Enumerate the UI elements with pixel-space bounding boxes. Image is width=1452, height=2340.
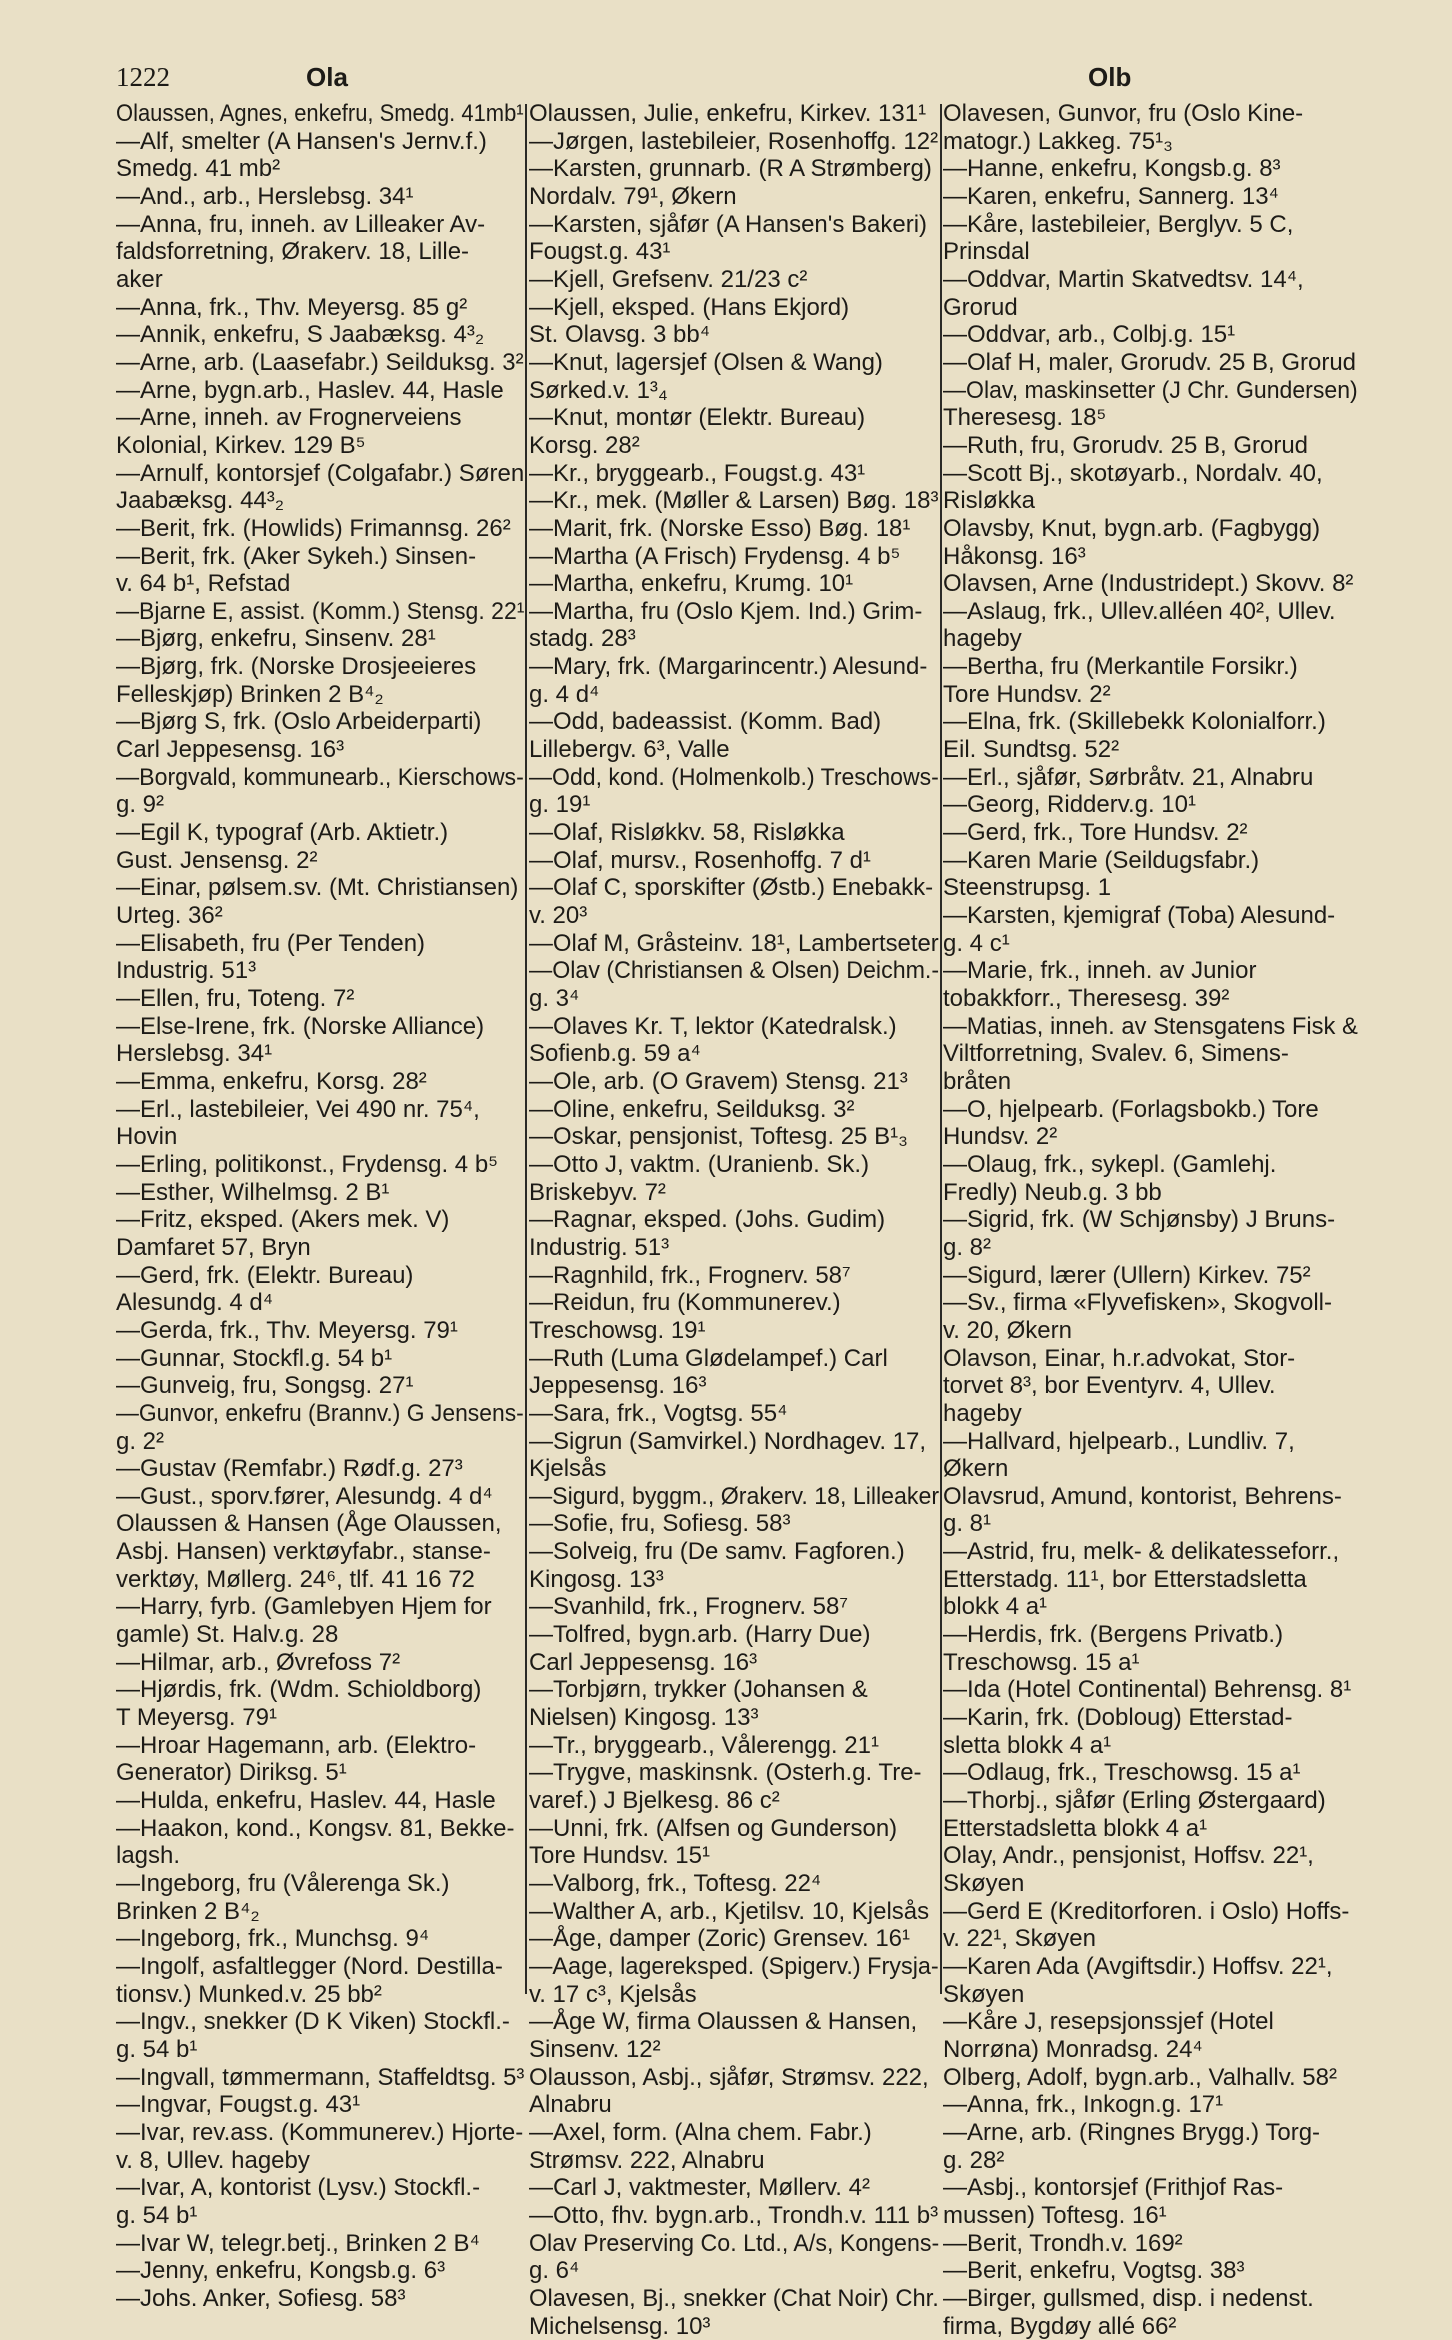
directory-line: —Harry, fyrb. (Gamlebyen Hjem for: [116, 1593, 524, 1621]
directory-line: Jaabæksg. 44³₂: [116, 487, 524, 515]
directory-line: g. 28²: [943, 2147, 1358, 2175]
directory-line: —Bertha, fru (Merkantile Forsikr.): [943, 653, 1358, 681]
directory-line: —Olaf M, Gråsteinv. 18¹, Lambertseter: [529, 930, 937, 958]
directory-line: —Aage, lagereksped. (Spigerv.) Frysja-: [529, 1953, 929, 1981]
directory-line: verktøy, Møllerg. 24⁶, tlf. 41 16 72: [116, 1566, 524, 1594]
directory-line: Nordalv. 79¹, Økern: [529, 183, 939, 211]
directory-line: Olavson, Einar, h.r.advokat, Stor-: [943, 1345, 1358, 1373]
directory-line: Olavsrud, Amund, kontorist, Behrens-: [943, 1483, 1358, 1511]
directory-line: —Anna, frk., Inkogn.g. 17¹: [943, 2091, 1358, 2119]
directory-line: Alesundg. 4 d⁴: [116, 1289, 524, 1317]
directory-line: —Ruth, fru, Grorudv. 25 B, Grorud: [943, 432, 1358, 460]
directory-line: Olavsen, Arne (Industridept.) Skovv. 8²: [943, 570, 1358, 598]
directory-line: —Haakon, kond., Kongsv. 81, Bekke-: [116, 1815, 524, 1843]
column-3: [943, 100, 1358, 2000]
directory-line: —Karsten, sjåfør (A Hansen's Bakeri): [529, 211, 939, 239]
directory-line: Herslebsg. 34¹: [116, 1040, 524, 1068]
directory-line: —Gunveig, fru, Songsg. 27¹: [116, 1372, 524, 1400]
directory-line: —Bjarne E, assist. (Komm.) Stensg. 22¹: [116, 598, 508, 626]
directory-line: —Odlaug, frk., Treschowsg. 15 a¹: [943, 1759, 1358, 1787]
directory-line: —Ida (Hotel Continental) Behrensg. 8¹: [943, 1676, 1358, 1704]
directory-line: —Gerd E (Kreditorforen. i Oslo) Hoffs-: [943, 1898, 1358, 1926]
directory-line: —Olaf, mursv., Rosenhoffg. 7 d¹: [529, 847, 939, 875]
directory-line: —Svanhild, frk., Frognerv. 58⁷: [529, 1593, 939, 1621]
directory-line: —Solveig, fru (De samv. Fagforen.): [529, 1538, 939, 1566]
directory-line: blokk 4 a¹: [943, 1593, 1358, 1621]
directory-line: Korsg. 28²: [529, 432, 939, 460]
directory-line: —Karin, frk. (Doblоug) Etterstad-: [943, 1704, 1358, 1732]
directory-line: Etterstadsletta blokk 4 a¹: [943, 1815, 1358, 1843]
directory-line: Brinken 2 B⁴₂: [116, 1898, 524, 1926]
directory-line: —Ruth (Luma Glødelampef.) Carl: [529, 1345, 939, 1373]
directory-line: —Gustav (Remfabr.) Rødf.g. 27³: [116, 1455, 524, 1483]
directory-line: —Arnulf, kontorsjef (Colgafabr.) Søren: [116, 460, 524, 488]
column-divider: [940, 104, 942, 1994]
directory-line: —Reidun, fru (Kommunerev.): [529, 1289, 939, 1317]
directory-line: g. 3⁴: [529, 985, 939, 1013]
directory-line: Olavsby, Knut, bygn.arb. (Fagbygg): [943, 515, 1358, 543]
directory-line: —Gust., sporv.fører, Alesundg. 4 d⁴: [116, 1483, 524, 1511]
directory-line: g. 8²: [943, 1234, 1358, 1262]
directory-line: —Else-Irene, frk. (Norske Alliance): [116, 1013, 524, 1041]
directory-line: —Sv., firma «Flyvefisken», Skogvoll-: [943, 1289, 1358, 1317]
directory-line: Carl Jeppesensg. 16³: [529, 1649, 939, 1677]
directory-line: Olausson, Asbj., sjåfør, Strømsv. 222,: [529, 2064, 939, 2092]
directory-line: Alnabru: [529, 2091, 939, 2119]
directory-line: Generator) Diriksg. 5¹: [116, 1759, 524, 1787]
directory-line: —Ellen, fru, Toteng. 7²: [116, 985, 524, 1013]
directory-line: Håkonsg. 16³: [943, 543, 1358, 571]
directory-line: Treschowsg. 15 a¹: [943, 1649, 1358, 1677]
directory-line: bråten: [943, 1068, 1358, 1096]
directory-line: —Hallvard, hjelpearb., Lundliv. 7,: [943, 1428, 1358, 1456]
directory-line: —Berit, enkefru, Vogtsg. 38³: [943, 2257, 1358, 2285]
directory-line: —Gerd, frk., Tore Hundsv. 2²: [943, 819, 1358, 847]
directory-line: Asbj. Hansen) verktøyfabr., stanse-: [116, 1538, 524, 1566]
directory-line: Olavesen, Gunvor, fru (Oslo Kine-: [943, 100, 1358, 128]
directory-line: —Carl J, vaktmester, Møllerv. 4²: [529, 2174, 939, 2202]
directory-line: —Kåre J, resepsjonssjef (Hotel: [943, 2008, 1358, 2036]
directory-line: —Alf, smelter (A Hansen's Jernv.f.): [116, 128, 524, 156]
directory-line: Jeppesensg. 16³: [529, 1372, 939, 1400]
directory-line: —Otto, fhv. bygn.arb., Trondh.v. 111 b³: [529, 2202, 939, 2230]
directory-line: Carl Jeppesensg. 16³: [116, 736, 524, 764]
directory-line: —Otto J, vaktm. (Uranienb. Sk.): [529, 1151, 939, 1179]
directory-line: —Anna, fru, inneh. av Lilleaker Av-: [116, 211, 524, 239]
directory-line: Olav Preserving Co. Ltd., A/s, Kongens-: [529, 2230, 925, 2258]
directory-line: Felleskjøp) Brinken 2 B⁴₂: [116, 681, 524, 709]
directory-line: —Gerda, frk., Thv. Meyersg. 79¹: [116, 1317, 524, 1345]
directory-line: —Gunvor, enkefru (Brannv.) G Jensens-: [116, 1400, 505, 1428]
directory-line: —Martha (A Frisch) Frydensg. 4 b⁵: [529, 543, 939, 571]
directory-line: —Olaug, frk., sykepl. (Gamlehj.: [943, 1151, 1358, 1179]
directory-line: —Einar, pølsem.sv. (Mt. Christiansen): [116, 874, 524, 902]
directory-line: firma, Bygdøy allé 66²: [943, 2313, 1358, 2340]
directory-line: —Kr., bryggearb., Fougst.g. 43¹: [529, 460, 939, 488]
column-divider: [525, 104, 527, 1994]
directory-line: —Erl., lastebileier, Vei 490 nr. 75⁴,: [116, 1096, 524, 1124]
directory-line: —Elisabeth, fru (Per Tenden): [116, 930, 524, 958]
directory-line: Eil. Sundtsg. 52²: [943, 736, 1358, 764]
directory-line: Etterstadg. 11¹, bor Etterstadsletta: [943, 1566, 1358, 1594]
directory-line: Sørked.v. 1³₄: [529, 377, 939, 405]
directory-line: —Borgvald, kommunearb., Kierschows-: [116, 764, 510, 792]
directory-line: —Bjørg, frk. (Norske Drosjeeieres: [116, 653, 524, 681]
directory-line: —Kr., mek. (Møller & Larsen) Bøg. 18³: [529, 487, 939, 515]
directory-line: —Karsten, kjemigraf (Toba) Alesund-: [943, 902, 1358, 930]
directory-line: —Sofie, fru, Sofiesg. 58³: [529, 1510, 939, 1538]
right-guide-word: Olb: [1088, 62, 1131, 93]
directory-line: —Hanne, enkefru, Kongsb.g. 8³: [943, 155, 1358, 183]
directory-line: —Anna, frk., Thv. Meyersg. 85 g²: [116, 294, 524, 322]
directory-line: Kingosg. 13³: [529, 1566, 939, 1594]
directory-line: Olaussen & Hansen (Åge Olaussen,: [116, 1510, 524, 1538]
directory-line: —Berit, frk. (Howlids) Frimannsg. 26²: [116, 515, 524, 543]
directory-line: —Bjørg S, frk. (Oslo Arbeiderparti): [116, 708, 524, 736]
directory-line: hageby: [943, 625, 1358, 653]
directory-line: —Kjell, eksped. (Hans Ekjord): [529, 294, 939, 322]
directory-line: —Olav, maskinsetter (J Chr. Gundersen): [943, 377, 1342, 405]
directory-line: —Hroar Hagemann, arb. (Elektro-: [116, 1732, 524, 1760]
directory-line: Olay, Andr., pensjonist, Hoffsv. 22¹,: [943, 1842, 1358, 1870]
directory-line: Grorud: [943, 294, 1358, 322]
directory-line: g. 9²: [116, 791, 524, 819]
directory-line: —Oline, enkefru, Seilduksg. 3²: [529, 1096, 939, 1124]
directory-line: v. 22¹, Skøyen: [943, 1925, 1358, 1953]
directory-line: Olberg, Adolf, bygn.arb., Valhallv. 58²: [943, 2064, 1358, 2092]
directory-line: —O, hjelpearb. (Forlagsbokb.) Tore: [943, 1096, 1358, 1124]
directory-line: Kjelsås: [529, 1455, 939, 1483]
directory-line: Damfaret 57, Bryn: [116, 1234, 524, 1262]
directory-line: —Ragnhild, frk., Frognerv. 58⁷: [529, 1262, 939, 1290]
directory-line: —Birger, gullsmed, disp. i nedenst.: [943, 2285, 1358, 2313]
column-2: [529, 100, 939, 2000]
directory-line: matogr.) Lakkeg. 75¹₃: [943, 128, 1358, 156]
directory-line: —Egil K, typograf (Arb. Aktietr.): [116, 819, 524, 847]
directory-line: g. 4 d⁴: [529, 681, 939, 709]
directory-line: Hundsv. 2²: [943, 1123, 1358, 1151]
directory-line: —Olaves Kr. T, lektor (Katedralsk.): [529, 1013, 939, 1041]
directory-line: —Ivar, rev.ass. (Kommunerev.) Hjorte-: [116, 2119, 524, 2147]
directory-line: —Karen Ada (Avgiftsdir.) Hoffsv. 22¹,: [943, 1953, 1358, 1981]
directory-line: —Hilmar, arb., Øvrefoss 7²: [116, 1649, 524, 1677]
directory-line: Nielsen) Kingosg. 13³: [529, 1704, 939, 1732]
directory-line: v. 20, Økern: [943, 1317, 1358, 1345]
directory-line: v. 17 c³, Kjelsås: [529, 1981, 939, 2009]
column-1: [116, 100, 524, 2000]
directory-line: torvet 8³, bor Eventyrv. 4, Ullev.: [943, 1372, 1358, 1400]
directory-line: —Sara, frk., Vogtsg. 55⁴: [529, 1400, 939, 1428]
directory-line: —Oskar, pensjonist, Toftesg. 25 B¹₃: [529, 1123, 939, 1151]
directory-line: —Knut, lagersjef (Olsen & Wang): [529, 349, 939, 377]
directory-line: —Martha, enkefru, Krumg. 10¹: [529, 570, 939, 598]
directory-line: —Ingeborg, frk., Munchsg. 9⁴: [116, 1925, 524, 1953]
directory-line: —Astrid, fru, melk- & delikatesseforr.,: [943, 1538, 1358, 1566]
directory-line: Skøyen: [943, 1870, 1358, 1898]
directory-line: —Marie, frk., inneh. av Junior: [943, 957, 1358, 985]
directory-line: —Matias, inneh. av Stensgatens Fisk &: [943, 1013, 1354, 1041]
directory-line: g. 2²: [116, 1428, 524, 1456]
directory-line: —And., arb., Herslebsg. 34¹: [116, 183, 524, 211]
directory-line: tionsv.) Munked.v. 25 bb²: [116, 1981, 524, 2009]
directory-line: —Asbj., kontorsjef (Frithjof Ras-: [943, 2174, 1358, 2202]
directory-line: Sinsenv. 12²: [529, 2036, 939, 2064]
directory-line: —Karen Marie (Seildugsfabr.): [943, 847, 1358, 875]
directory-line: —Marit, frk. (Norske Esso) Bøg. 18¹: [529, 515, 939, 543]
directory-line: lagsh.: [116, 1842, 524, 1870]
directory-line: —Martha, fru (Oslo Kjem. Ind.) Grim-: [529, 598, 939, 626]
directory-line: —Berit, Trondh.v. 169²: [943, 2230, 1358, 2258]
directory-line: —Walther A, arb., Kjetilsv. 10, Kjelsås: [529, 1898, 939, 1926]
directory-line: —Erling, politikonst., Frydensg. 4 b⁵: [116, 1151, 524, 1179]
directory-line: —Kåre, lastebileier, Berglyv. 5 C,: [943, 211, 1358, 239]
directory-line: —Ingeborg, fru (Vålerenga Sk.): [116, 1870, 524, 1898]
directory-line: Urteg. 36²: [116, 902, 524, 930]
directory-line: —Sigurd, lærer (Ullern) Kirkev. 75²: [943, 1262, 1358, 1290]
directory-line: Tore Hundsv. 15¹: [529, 1842, 939, 1870]
directory-line: —Trygve, maskinsnk. (Osterh.g. Tre-: [529, 1759, 939, 1787]
directory-line: Olavesen, Bj., snekker (Chat Noir) Chr.: [529, 2285, 934, 2313]
directory-line: Olaussen, Julie, enkefru, Kirkev. 131¹: [529, 100, 939, 128]
directory-line: sletta blokk 4 a¹: [943, 1732, 1358, 1760]
page-number: 1222: [116, 62, 170, 93]
directory-line: g. 54 b¹: [116, 2036, 524, 2064]
directory-line: St. Olavsg. 3 bb⁴: [529, 321, 939, 349]
directory-line: Industrig. 51³: [529, 1234, 939, 1262]
directory-line: Tore Hundsv. 2²: [943, 681, 1358, 709]
directory-line: —Olaf C, sporskifter (Østb.) Enebakk-: [529, 874, 939, 902]
directory-line: —Karen, enkefru, Sannerg. 13⁴: [943, 183, 1358, 211]
directory-line: —Ivar, A, kontorist (Lysv.) Stockfl.-: [116, 2174, 524, 2202]
directory-line: g. 4 c¹: [943, 930, 1358, 958]
directory-line: Industrig. 51³: [116, 957, 524, 985]
directory-line: —Valborg, frk., Toftesg. 22⁴: [529, 1870, 939, 1898]
directory-line: Risløkka: [943, 487, 1358, 515]
directory-line: —Åge W, firma Olaussen & Hansen,: [529, 2008, 939, 2036]
directory-line: —Arne, bygn.arb., Haslev. 44, Hasle: [116, 377, 524, 405]
directory-line: —Sigrun (Samvirkel.) Nordhagev. 17,: [529, 1428, 939, 1456]
directory-line: g. 6⁴: [529, 2257, 939, 2285]
directory-line: Hovin: [116, 1123, 524, 1151]
directory-line: —Ivar W, telegr.betj., Brinken 2 B⁴: [116, 2230, 524, 2258]
left-guide-word: Ola: [306, 62, 348, 93]
directory-line: —Hjørdis, frk. (Wdm. Schioldborg): [116, 1676, 524, 1704]
directory-line: —Olav (Christiansen & Olsen) Deichm.-: [529, 957, 925, 985]
directory-line: —Torbjørn, trykker (Johansen &: [529, 1676, 939, 1704]
directory-line: Smedg. 41 mb²: [116, 155, 524, 183]
directory-line: —Karsten, grunnarb. (R A Strømberg): [529, 155, 939, 183]
directory-line: —Arne, inneh. av Frognerveiens: [116, 404, 524, 432]
directory-line: —Erl., sjåfør, Sørbråtv. 21, Alnabru: [943, 764, 1358, 792]
directory-line: —Sigurd, byggm., Ørakerv. 18, Lilleaker: [529, 1483, 925, 1511]
directory-line: —Jenny, enkefru, Kongsb.g. 6³: [116, 2257, 524, 2285]
directory-line: —Arne, arb. (Laasefabr.) Seilduksg. 3²: [116, 349, 522, 377]
directory-line: —Annik, enkefru, S Jaabæksg. 4³₂: [116, 321, 524, 349]
directory-line: Steenstrupsg. 1: [943, 874, 1358, 902]
directory-line: v. 20³: [529, 902, 939, 930]
directory-line: Prinsdal: [943, 238, 1358, 266]
directory-line: Theresesg. 18⁵: [943, 404, 1358, 432]
directory-line: T Meyersg. 79¹: [116, 1704, 524, 1732]
directory-line: —Ingolf, asfaltlegger (Nord. Destilla-: [116, 1953, 524, 1981]
directory-line: —Gunnar, Stockfl.g. 54 b¹: [116, 1345, 524, 1373]
directory-line: Viltforretning, Svalev. 6, Simens-: [943, 1040, 1358, 1068]
directory-line: Michelsensg. 10³: [529, 2313, 939, 2340]
directory-line: —Emma, enkefru, Korsg. 28²: [116, 1068, 524, 1096]
directory-line: —Ole, arb. (O Gravem) Stensg. 21³: [529, 1068, 939, 1096]
directory-line: mussen) Toftesg. 16¹: [943, 2202, 1358, 2230]
directory-line: Gust. Jensensg. 2²: [116, 847, 524, 875]
directory-line: —Herdis, frk. (Bergens Privatb.): [943, 1621, 1358, 1649]
directory-line: —Elna, frk. (Skillebekk Kolonialforr.): [943, 708, 1358, 736]
directory-line: —Scott Bj., skotøyarb., Nordalv. 40,: [943, 460, 1358, 488]
directory-line: stadg. 28³: [529, 625, 939, 653]
directory-line: —Mary, frk. (Margarincentr.) Alesund-: [529, 653, 939, 681]
directory-line: —Tolfred, bygn.arb. (Harry Due): [529, 1621, 939, 1649]
directory-line: gamle) St. Halv.g. 28: [116, 1621, 524, 1649]
directory-line: Fougst.g. 43¹: [529, 238, 939, 266]
directory-line: hageby: [943, 1400, 1358, 1428]
directory-line: Strømsv. 222, Alnabru: [529, 2147, 939, 2175]
directory-line: Olaussen, Agnes, enkefru, Smedg. 41mb¹: [116, 100, 489, 128]
directory-line: —Tr., bryggearb., Vålerengg. 21¹: [529, 1732, 939, 1760]
directory-line: aker: [116, 266, 524, 294]
directory-line: —Axel, form. (Alna chem. Fabr.): [529, 2119, 939, 2147]
directory-line: Kolonial, Kirkev. 129 B⁵: [116, 432, 524, 460]
directory-line: —Odd, kond. (Holmenkolb.) Treschows-: [529, 764, 923, 792]
directory-line: —Jørgen, lastebileier, Rosenhoffg. 12²: [529, 128, 939, 156]
directory-line: Økern: [943, 1455, 1358, 1483]
directory-line: —Berit, frk. (Aker Sykeh.) Sinsen-: [116, 543, 524, 571]
directory-line: —Olaf, Risløkkv. 58, Risløkka: [529, 819, 939, 847]
directory-line: Sofienb.g. 59 a⁴: [529, 1040, 939, 1068]
directory-line: g. 8¹: [943, 1510, 1358, 1538]
directory-line: —Ingvar, Fougst.g. 43¹: [116, 2091, 524, 2119]
directory-line: v. 8, Ullev. hageby: [116, 2147, 524, 2175]
directory-line: Briskebyv. 7²: [529, 1179, 939, 1207]
directory-line: Lillebergv. 6³, Valle: [529, 736, 939, 764]
directory-line: varef.) J Bjelkesg. 86 c²: [529, 1787, 939, 1815]
directory-line: g. 54 b¹: [116, 2202, 524, 2230]
directory-line: —Oddvar, Martin Skatvedtsv. 14⁴,: [943, 266, 1358, 294]
directory-line: —Arne, arb. (Ringnes Brygg.) Torg-: [943, 2119, 1358, 2147]
directory-line: —Gerd, frk. (Elektr. Bureau): [116, 1262, 524, 1290]
directory-line: —Olaf H, maler, Grorudv. 25 B, Grorud: [943, 349, 1358, 377]
directory-line: —Oddvar, arb., Colbj.g. 15¹: [943, 321, 1358, 349]
directory-line: tobakkforr., Theresesg. 39²: [943, 985, 1358, 1013]
directory-line: —Fritz, eksped. (Akers mek. V): [116, 1206, 524, 1234]
directory-line: —Georg, Ridderv.g. 10¹: [943, 791, 1358, 819]
directory-line: g. 19¹: [529, 791, 939, 819]
directory-line: —Knut, montør (Elektr. Bureau): [529, 404, 939, 432]
directory-line: Norrøna) Monradsg. 24⁴: [943, 2036, 1358, 2064]
directory-line: —Johs. Anker, Sofiesg. 58³: [116, 2285, 524, 2313]
directory-line: faldsforretning, Ørakerv. 18, Lille-: [116, 238, 524, 266]
directory-line: —Odd, badeassist. (Komm. Bad): [529, 708, 939, 736]
directory-line: Fredly) Neub.g. 3 bb: [943, 1179, 1358, 1207]
directory-line: —Kjell, Grefsenv. 21/23 c²: [529, 266, 939, 294]
directory-line: v. 64 b¹, Refstad: [116, 570, 524, 598]
directory-line: —Aslaug, frk., Ullev.alléen 40², Ullev.: [943, 598, 1358, 626]
directory-line: —Bjørg, enkefru, Sinsenv. 28¹: [116, 625, 524, 653]
page-header: [0, 62, 1452, 102]
directory-line: —Esther, Wilhelmsg. 2 B¹: [116, 1179, 524, 1207]
directory-line: —Unni, frk. (Alfsen og Gunderson): [529, 1815, 939, 1843]
directory-line: Treschowsg. 19¹: [529, 1317, 939, 1345]
directory-line: —Ingvall, tømmermann, Staffeldtsg. 5³: [116, 2064, 522, 2092]
directory-line: —Sigrid, frk. (W Schjønsby) J Bruns-: [943, 1206, 1358, 1234]
directory-line: Skøyen: [943, 1981, 1358, 2009]
directory-line: —Thorbj., sjåfør (Erling Østergaard): [943, 1787, 1358, 1815]
directory-line: —Ragnar, eksped. (Johs. Gudim): [529, 1206, 939, 1234]
directory-line: —Hulda, enkefru, Haslev. 44, Hasle: [116, 1787, 524, 1815]
directory-line: —Åge, damper (Zoric) Grensev. 16¹: [529, 1925, 939, 1953]
directory-line: —Ingv., snekker (D K Viken) Stockfl.-: [116, 2008, 524, 2036]
